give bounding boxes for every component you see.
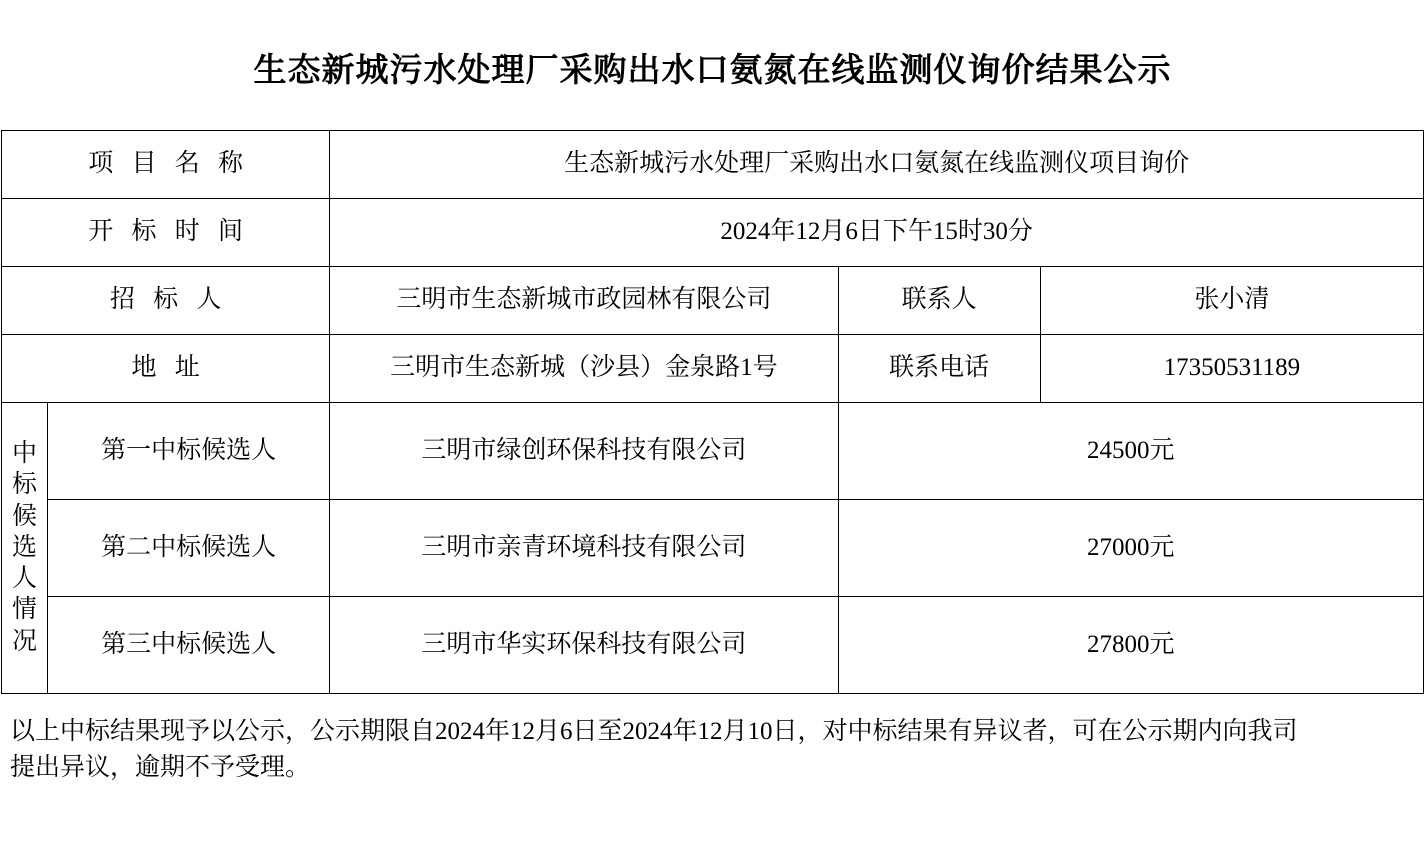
- project-name-value: 生态新城污水处理厂采购出水口氨氮在线监测仪项目询价: [330, 130, 1424, 198]
- candidate-rank-label: 第二中标候选人: [48, 499, 330, 596]
- candidate-group-label-char: 情: [12, 596, 38, 624]
- table-row: [2, 266, 1424, 334]
- candidate-price: 27800元: [838, 596, 1423, 693]
- candidate-group-label: [2, 402, 48, 693]
- bid-open-time-label: 开 标 时 间: [2, 198, 330, 266]
- candidate-price: 24500元: [838, 402, 1423, 499]
- footer-line-1: 以上中标结果现予以公示，公示期限自2024年12月6日至2024年12月10日，对中标结果有异议者，可在公示期内向我司: [10, 717, 1298, 745]
- contact-label: 联系人: [838, 266, 1040, 334]
- address-label: 地 址: [2, 334, 330, 402]
- table-row: [2, 596, 1424, 693]
- table-row: [2, 402, 1424, 499]
- candidate-company: 三明市绿创环保科技有限公司: [330, 402, 838, 499]
- candidate-rank-label: 第三中标候选人: [48, 596, 330, 693]
- address-value: 三明市生态新城（沙县）金泉路1号: [330, 334, 838, 402]
- phone-label: 联系电话: [838, 334, 1040, 402]
- table-row: [2, 499, 1424, 596]
- candidate-company: 三明市华实环保科技有限公司: [330, 596, 838, 693]
- candidate-group-label-char: 况: [12, 627, 38, 655]
- project-name-label: 项 目 名 称: [2, 130, 330, 198]
- table-row: [2, 198, 1424, 266]
- page-title: 生态新城污水处理厂采购出水口氨氮在线监测仪询价结果公示: [253, 53, 1172, 89]
- phone-value: 17350531189: [1040, 334, 1423, 402]
- candidate-group-label-char: 中: [12, 440, 38, 468]
- bid-open-time-value: 2024年12月6日下午15时30分: [330, 198, 1424, 266]
- footer-line-2: 提出异议，逾期不予受理。: [10, 753, 311, 781]
- table-row: [2, 334, 1424, 402]
- candidate-price: 27000元: [838, 499, 1423, 596]
- candidate-group-label-char: 选: [12, 533, 38, 561]
- contact-value: 张小清: [1040, 266, 1423, 334]
- tenderee-value: 三明市生态新城市政园林有限公司: [330, 266, 838, 334]
- candidate-group-label-char: 标: [12, 471, 38, 499]
- candidate-company: 三明市亲青环境科技有限公司: [330, 499, 838, 596]
- footer-note: [0, 694, 1425, 787]
- tenderee-label: 招 标 人: [2, 266, 330, 334]
- candidate-group-label-char: 人: [12, 565, 38, 593]
- candidate-rank-label: 第一中标候选人: [48, 402, 330, 499]
- table-row: [2, 130, 1424, 198]
- candidate-group-label-char: 候: [12, 502, 38, 530]
- announcement-table: [1, 130, 1424, 694]
